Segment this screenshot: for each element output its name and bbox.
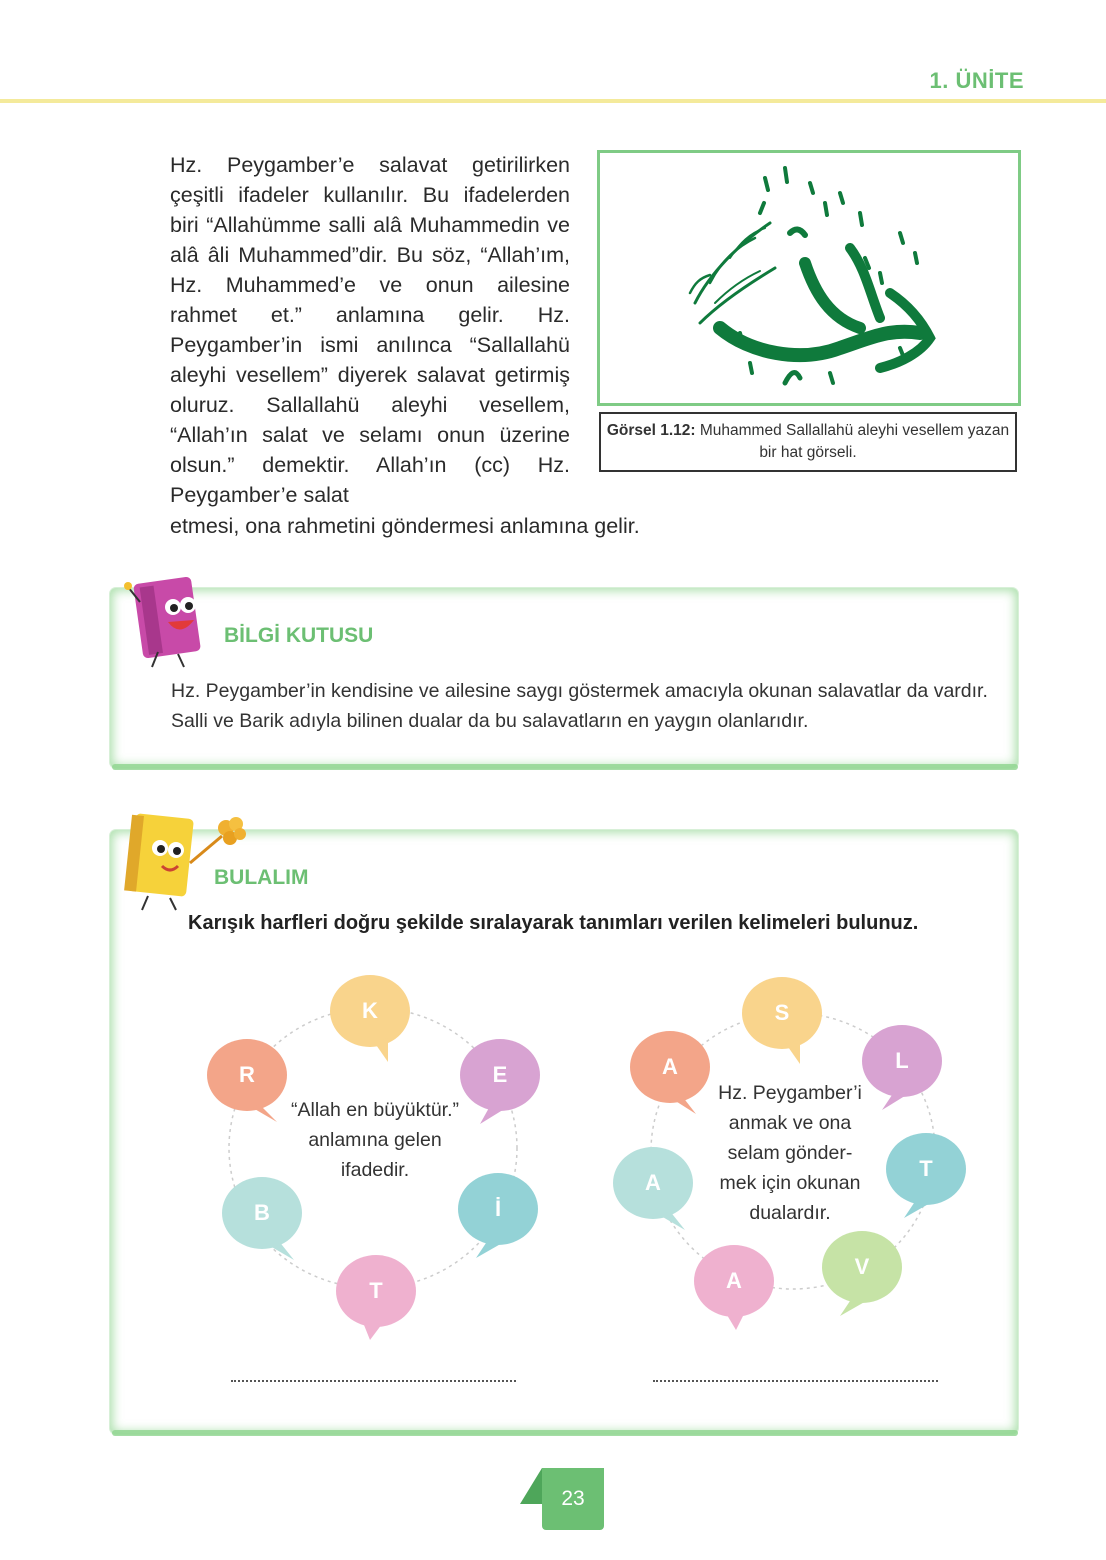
puzzle1-answer-field[interactable] (231, 1380, 516, 1382)
intro-last-line: etmesi, ona rahmetini göndermesi anlamına gelir. (170, 514, 640, 538)
puzzle1-clue-line: anlamına gelen (308, 1129, 442, 1151)
puzzle2-clue (690, 1078, 890, 1228)
puzzle1-letter: E (492, 1062, 508, 1087)
puzzle2-letter: T (919, 1156, 933, 1181)
puzzle2-letter-bubble (694, 1244, 774, 1318)
puzzle2-letter: S (774, 1000, 790, 1025)
activity-instruction: Karışık harfleri doğru şekilde sıralayarak tanımları verilen kelimeleri bulunuz. (188, 912, 919, 934)
caption-text: Muhammed Sallallahü aleyhi vesellem yazan bir hat görseli. (699, 422, 1010, 461)
calligraphy-muhammad-icon (600, 153, 1018, 403)
puzzle2-clue-line: mek için okunan (719, 1172, 861, 1194)
info-box-heading: BİLGİ KUTUSU (224, 624, 374, 647)
puzzle1-clue-line: “Allah en büyüktür.” (290, 1099, 459, 1121)
puzzle2-letter: A (726, 1268, 742, 1293)
puzzle2-letter-bubble (886, 1132, 966, 1206)
puzzle2-letter: A (662, 1054, 678, 1079)
puzzle2-letter-bubble (613, 1146, 693, 1220)
book-mascot-icon (118, 572, 218, 672)
puzzle2-clue-line: Hz. Peygamber’i (718, 1082, 862, 1104)
puzzle1-letter: T (369, 1278, 383, 1303)
puzzle1-letter-bubble (330, 974, 410, 1048)
page-number: 23 (542, 1468, 604, 1530)
puzzle2-clue-line: dualardır. (749, 1202, 831, 1224)
puzzle2-letter: A (645, 1170, 661, 1195)
puzzle2-letter: V (854, 1254, 870, 1279)
puzzle2-clue-line: anmak ve ona (728, 1112, 852, 1134)
activity-heading: BULALIM (214, 866, 309, 889)
puzzle1-letter-bubble (222, 1176, 302, 1250)
puzzle1-letter: K (362, 998, 378, 1023)
calligraphy-image (597, 150, 1021, 406)
activity-box-shadow (112, 1430, 1018, 1436)
intro-paragraph: Hz. Peygamber’e salavat getirilirken çeşitli ifadeler kullanılır. Bu ifadelerden biri “Allahümme salli alâ Muhammedin ve alâ âli Muhammed”dir. Bu söz, “Allah’ım, Hz. Muhammed’e ve onun ailesine rahmet et.” anlamına gelir. Hz. Peygamber’in ismi anılınca “Sallallahü aleyhi vesellem” diyerek salavat getirmiş oluruz. Sallallahü aleyhi vesellem, “Allah’ın salat ve selamı onun üzerine olsun.” demektir. Allah’ın (cc) Hz. Peygamber’e salat (170, 153, 570, 507)
top-rule (0, 99, 1106, 103)
info-box-text: Hz. Peygamber’in kendisine ve ailesine saygı göstermek amacıyla okunan salavatlar da vardır. Salli ve Barik adıyla bilinen dualar da bu salavatların en yaygın olanlarıdır. (171, 680, 988, 732)
puzzle1-letter: B (254, 1200, 270, 1225)
puzzle2-answer-field[interactable] (653, 1380, 938, 1382)
puzzle1-letter-bubble (336, 1254, 416, 1328)
puzzle1-clue-line: ifadedir. (340, 1159, 410, 1181)
figure-caption (599, 412, 1017, 472)
puzzle1-clue (270, 1095, 480, 1185)
puzzle1-letter: R (239, 1062, 255, 1087)
page-tab-fold (520, 1468, 542, 1504)
puzzle2-letter: L (895, 1048, 909, 1073)
unit-title: 1. ÜNİTE (929, 68, 1024, 93)
yellow-book-mascot-icon (118, 808, 258, 918)
puzzle2-letter-bubble (742, 976, 822, 1050)
puzzle2-letter-bubble (822, 1230, 902, 1304)
caption-label: Görsel 1.12: (606, 422, 696, 439)
puzzle2-clue-line: selam gönder- (727, 1142, 853, 1164)
puzzle1-letter: İ (494, 1196, 502, 1221)
info-box-shadow (112, 764, 1018, 770)
